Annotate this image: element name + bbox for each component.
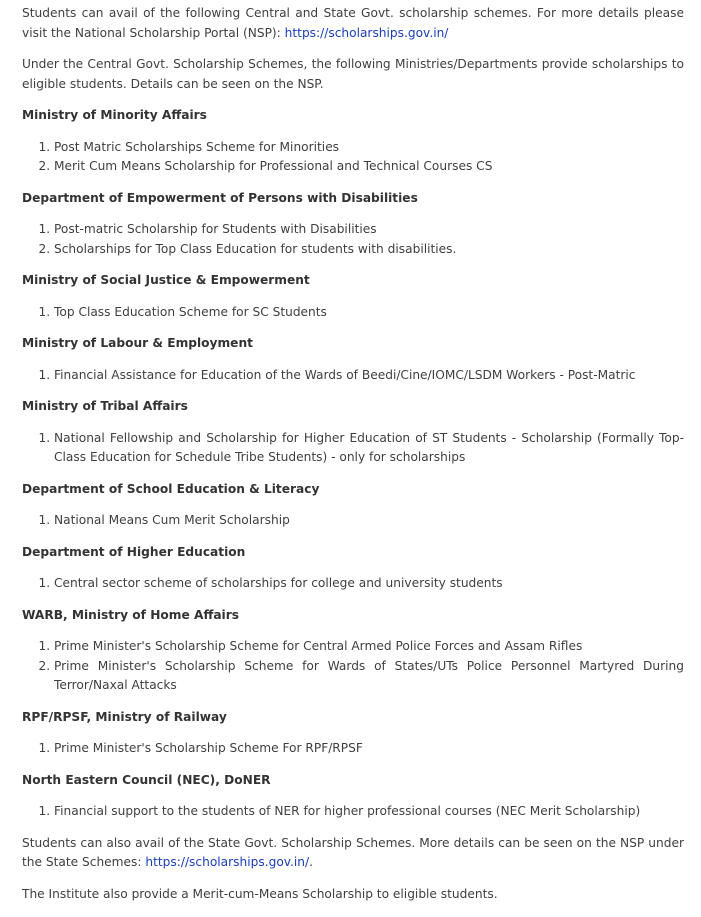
scheme-list [22, 802, 684, 822]
section-title: RPF/RPSF, Ministry of Railway [22, 709, 227, 724]
list-item: 1. Post Matric Scholarships Scheme for Minorities [54, 138, 684, 158]
scheme-list [22, 429, 684, 468]
state-schemes-paragraph [22, 834, 684, 873]
scheme-list [22, 574, 684, 594]
central-schemes-paragraph: Under the Central Govt. Scholarship Schemes, the following Ministries/Departments provide scholarships to eligible students. Details can be seen on the NSP. [22, 57, 684, 91]
section-title: Department of Higher Education [22, 544, 246, 559]
section-title: Ministry of Social Justice & Empowerment [22, 273, 310, 287]
section-title: WARB, Ministry of Home Affairs [22, 607, 239, 622]
list-item: 1. Prime Minister's Scholarship Scheme for Central Armed Police Forces and Assam Rifles [54, 637, 684, 657]
scheme-list [22, 366, 684, 386]
institute-scholarship-paragraph: The Institute also provide a Merit-cum-Means Scholarship to eligible students. [22, 886, 498, 901]
list-item: 2. Scholarships for Top Class Education for students with disabilities. [54, 240, 684, 260]
scheme-list [22, 138, 684, 177]
list-item: 2. Prime Minister's Scholarship Scheme for Wards of States/UTs Police Personnel Martyred During Terror/Naxal Attacks [54, 657, 684, 696]
list-item: 1. National Fellowship and Scholarship for Higher Education of ST Students - Scholarship (Formally Top-Class Education for Schedule Tribe Students) - only for scholarships [54, 429, 684, 468]
list-item: 1. Top Class Education Scheme for SC Students [54, 303, 684, 323]
section-title: Department of Empowerment of Persons with Disabilities [22, 190, 418, 205]
intro-paragraph [22, 4, 684, 43]
scheme-list [22, 637, 684, 696]
section-title: North Eastern Council (NEC), DoNER [22, 772, 271, 787]
section-title: Department of School Education & Literacy [22, 481, 320, 496]
state-nsp-link[interactable]: https://scholarships.gov.in/ [145, 855, 310, 869]
nsp-link[interactable]: https://scholarships.gov.in/ [284, 25, 449, 40]
section-title: Ministry of Tribal Affairs [22, 399, 188, 413]
intro-text: Students can avail of the following Central and State Govt. scholarship schemes. For more details please visit the National Scholarship Portal (NSP): [22, 6, 684, 40]
section-title: Ministry of Minority Affairs [22, 108, 207, 122]
scheme-list [22, 220, 684, 259]
list-item: 1. Financial support to the students of NER for higher professional courses (NEC Merit Scholarship) [54, 802, 684, 822]
scheme-list [22, 303, 684, 323]
scheme-list [22, 511, 684, 531]
list-item: 1. Financial Assistance for Education of the Wards of Beedi/Cine/IOMC/LSDM Workers - Post-Matric [54, 366, 684, 386]
list-item: 1. Post-matric Scholarship for Students with Disabilities [54, 220, 684, 240]
scheme-sections [22, 106, 684, 822]
section-title: Ministry of Labour & Employment [22, 336, 253, 350]
state-schemes-text: Students can also avail of the State Govt. Scholarship Schemes. More details can be seen on the NSP under the State Schemes: [22, 835, 684, 869]
state-schemes-period: . [309, 855, 314, 869]
list-item: 1. Central sector scheme of scholarships for college and university students [54, 574, 684, 594]
scheme-list [22, 739, 684, 759]
list-item: 1. National Means Cum Merit Scholarship [54, 511, 684, 531]
list-item: 2. Merit Cum Means Scholarship for Professional and Technical Courses CS [54, 157, 684, 177]
list-item: 1. Prime Minister's Scholarship Scheme For RPF/RPSF [54, 739, 684, 759]
